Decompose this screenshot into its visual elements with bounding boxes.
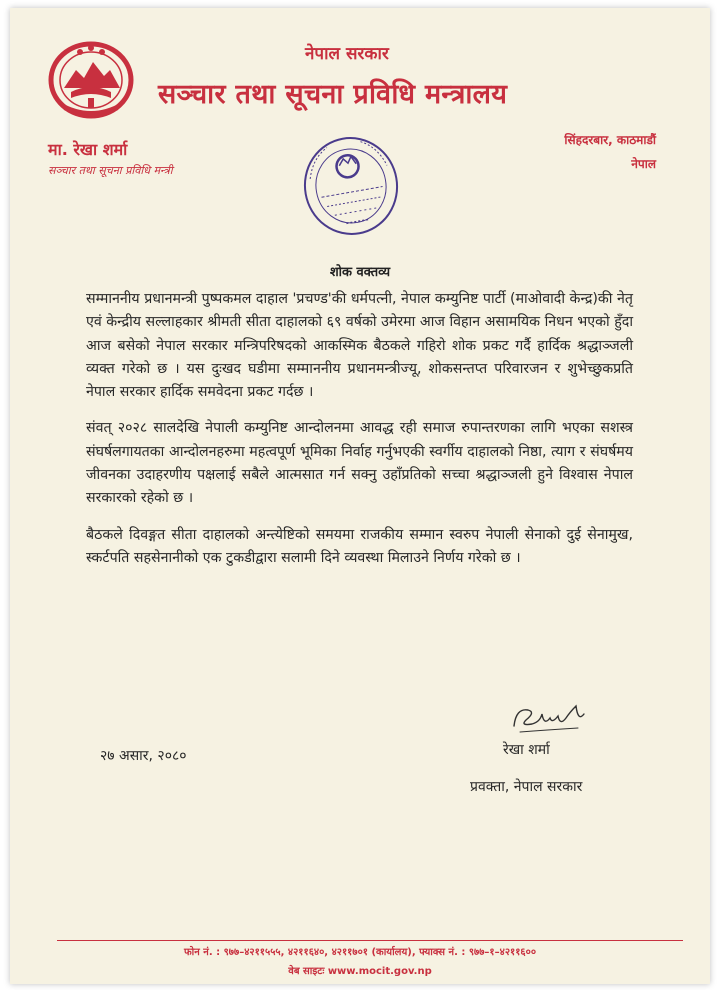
statement-body [86,288,633,583]
statement-paragraph-2: संवत् २०२८ सालदेखि नेपाली कम्युनिष्ट आन्दोलनमा आवद्ध रही समाज रुपान्तरणका लागि भएका सशस्त्र संघर्षलगायतका आन्दोलनहरुमा महत्वपूर्ण भूमिका निर्वाह गर्नुभएकी स्वर्गीय दाहालको निष्ठा, त्याग र संघर्षमय जीवनका उदाहरणीय पक्षलाई सबैले आत्मसात गर्न सक्नु उहाँप्रतिको सच्चा श्रद्धाञ्जली हुने विश्वास नेपाल सरकारको रहेको छ । [86,420,633,507]
minister-name: मा. रेखा शर्मा [48,140,128,159]
location-line-1: सिंहदरबार, काठमाडौं [564,133,656,147]
statement-date: २७ असार, २०८० [100,748,187,764]
footer-divider [57,940,683,941]
location-line-2: नेपाल [631,157,656,171]
footer-website: वेब साइटः www.mocit.gov.np [288,966,432,977]
government-name: नेपाल सरकार [305,44,389,64]
office-location [564,128,656,176]
document-title: शोक वक्तव्य [329,265,391,280]
nepal-emblem-icon [46,40,136,120]
statement-paragraph-3: बैठकले दिवङ्गत सीता दाहालको अन्त्येष्टिको समयमा राजकीय सम्मान स्वरुप नेपाली सेनाको दुई सेनामुख, स्कर्टपति सहसेनानीको एक टुकडीद्वारा सलामी दिने व्यवस्था मिलाउने निर्णय गरेको छ । [86,526,633,566]
signatory-role: प्रवक्ता, नेपाल सरकार [470,779,583,795]
ministry-seal-stamp [300,132,402,240]
statement-paragraph-1: सम्माननीय प्रधानमन्त्री पुष्पकमल दाहाल 'प्रचण्ड'की धर्मपत्नी, नेपाल कम्युनिष्ट पार्टी (माओवादी केन्द्र)की नेतृ एवं केन्द्रीय सल्लाहकार श्रीमती सीता दाहालको ६९ वर्षको उमेरमा आज विहान असामयिक निधन भएको हुँदा आज बसेको नेपाल सरकार मन्त्रिपरिषदको आकस्मिक बैठकले गहिरो शोक प्रकट गर्दै हार्दिक श्रद्धाञ्जली व्यक्त गरेको छ । यस दुःखद घडीमा सम्माननीय प्रधानमन्त्रीज्यू, शोकसन्तप्त परिवारजन र शुभेच्छुकप्रति नेपाल सरकार हार्दिक समवेदना प्रकट गर्दछ । [86,291,633,401]
minister-title: सञ्चार तथा सूचना प्रविधि मन्त्री [48,164,173,177]
signatory-name: रेखा शर्मा [503,742,550,758]
footer-contact-numbers: फोन नं. : ९७७–४२११५५५, ४२११६४०, ४२११७०१ (कार्यालय), फ्याक्स नं. : ९७७–१–४२११६०० [183,947,537,958]
handwritten-signature [506,696,590,742]
ministry-name: सञ्चार तथा सूचना प्रविधि मन्त्रालय [158,79,508,110]
